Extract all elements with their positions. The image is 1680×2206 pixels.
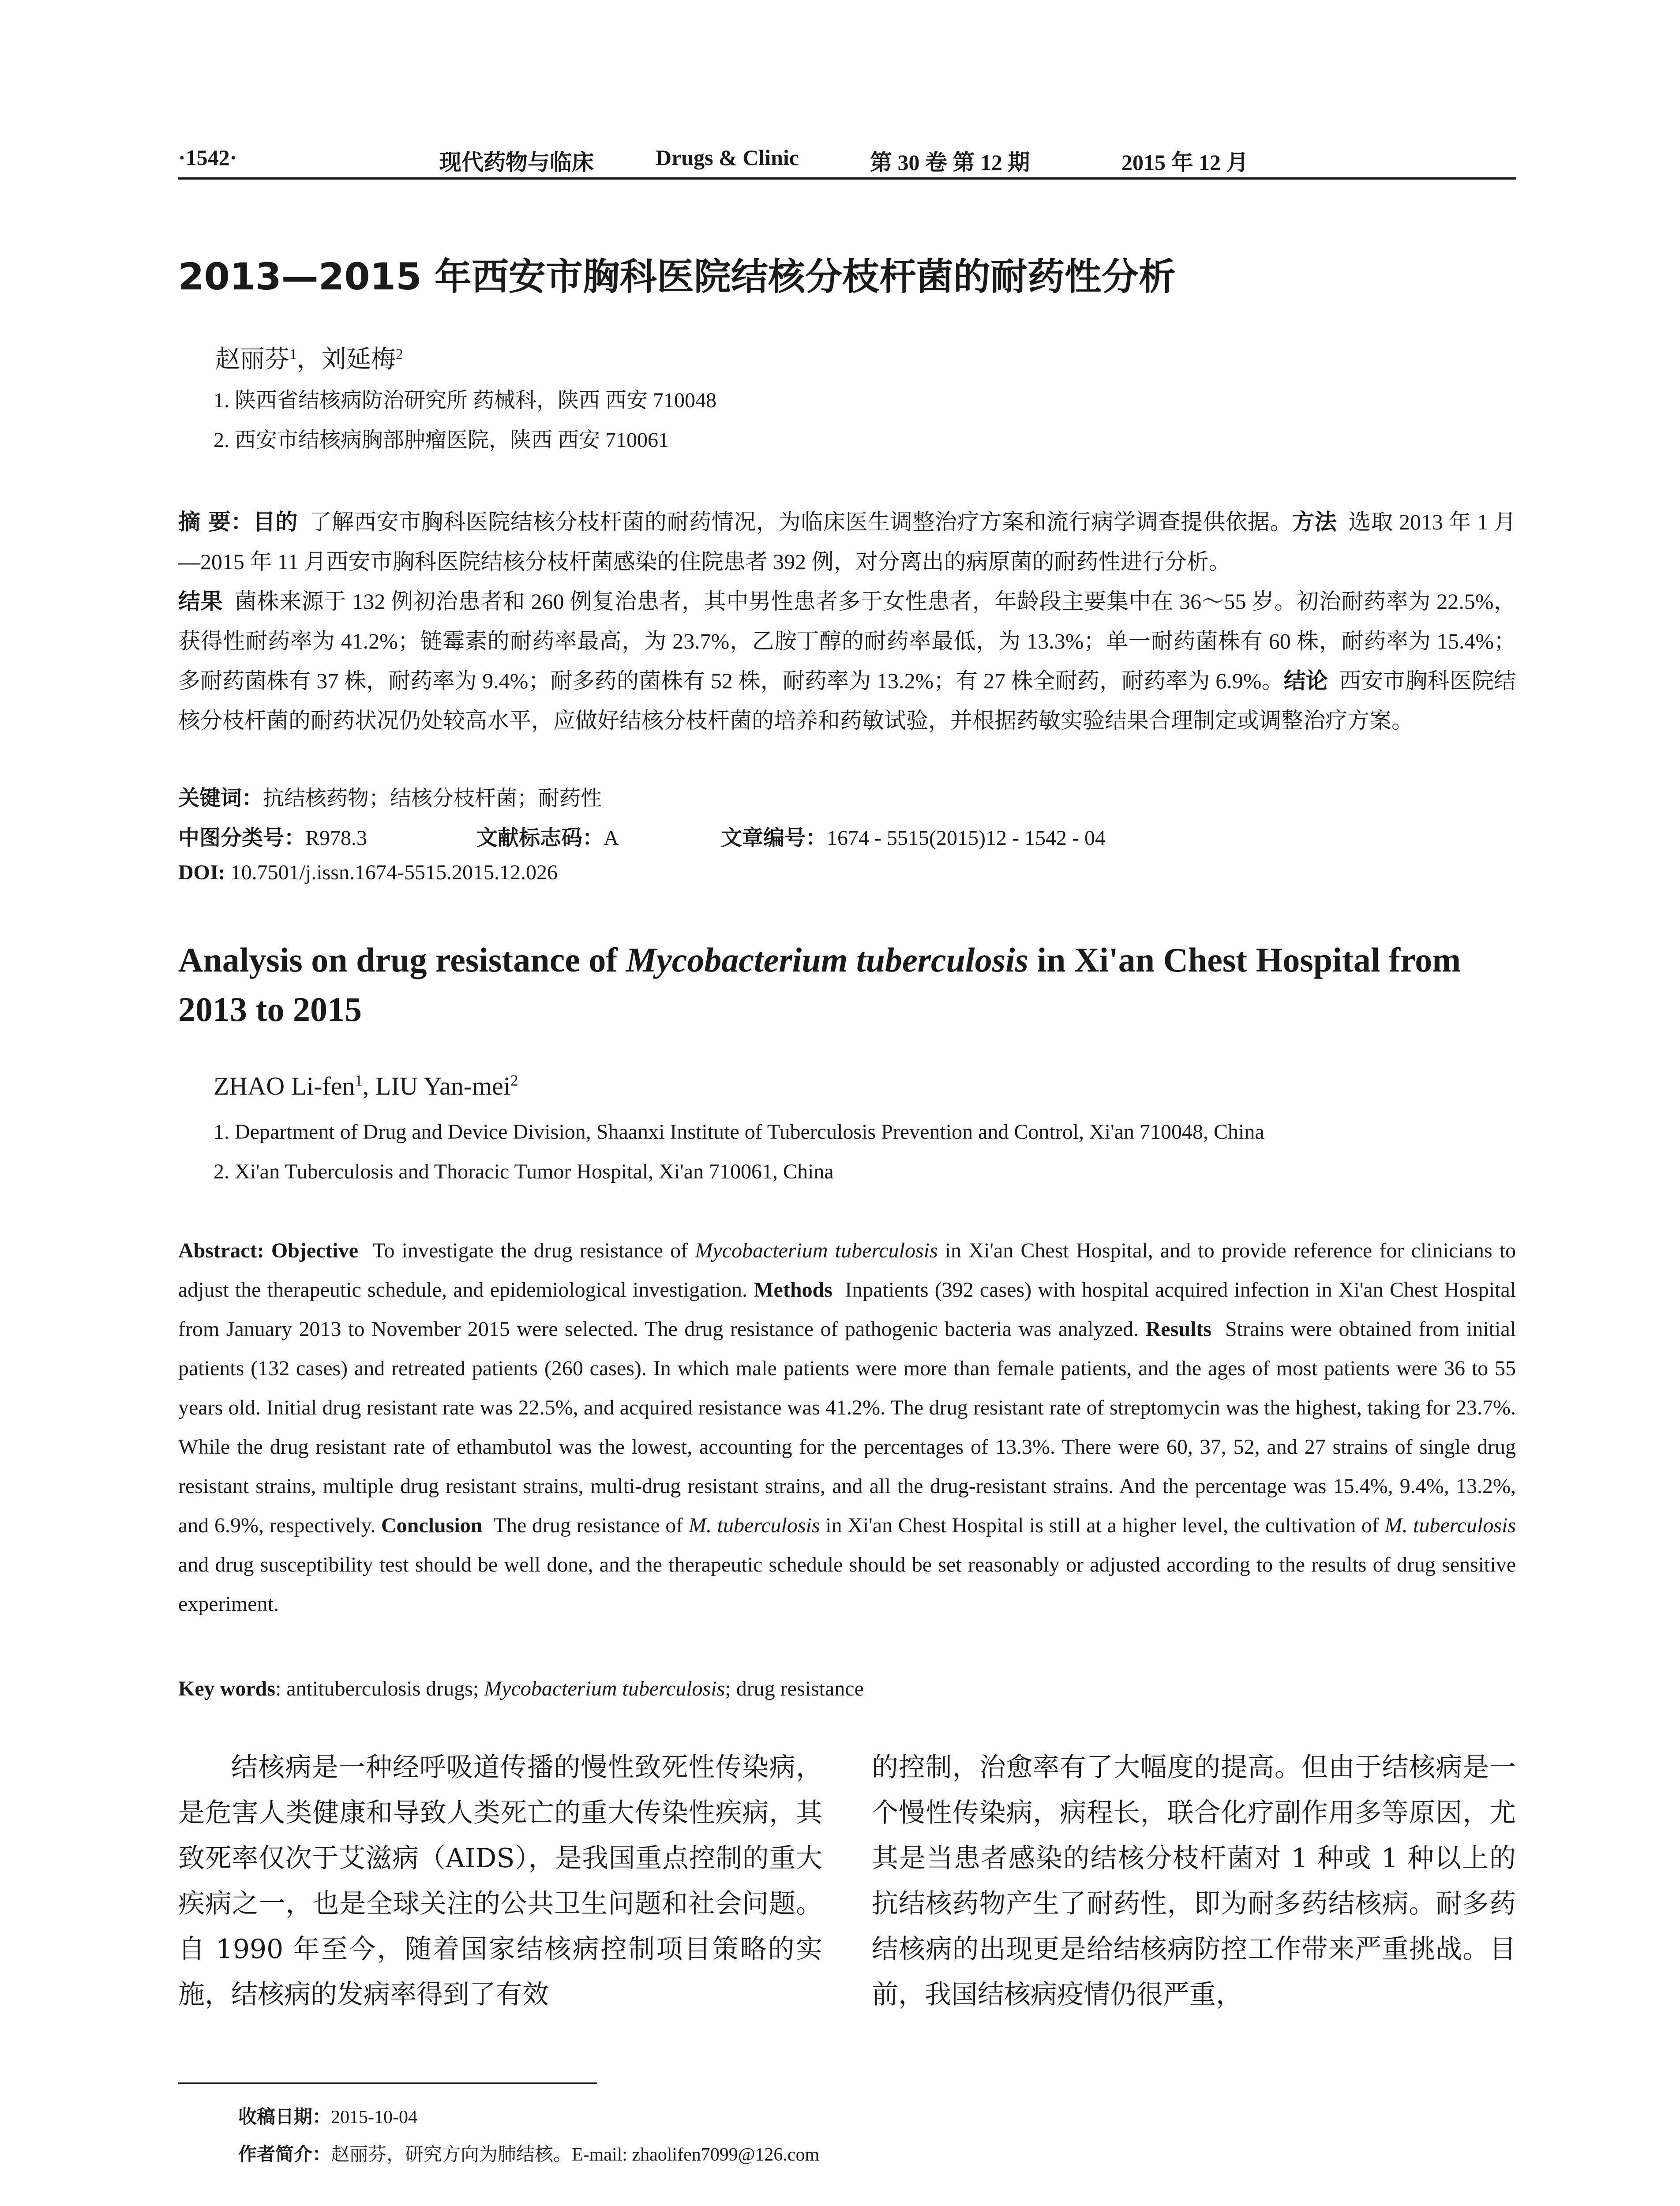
keywords-colon-en: : bbox=[275, 1677, 287, 1700]
objective-text-en-2: in Xi'an Chest Hospital, and to provide reference for clinicians to adjust the therapeutic schedule, and epidemiological investigation. bbox=[178, 1239, 1516, 1302]
methods-text-en: Inpatients (392 cases) with hospital acquired infection in Xi'an Chest Hospital from January 2013 to November 2015 were selected. The drug resistance of pathogenic bacteria was analyzed. bbox=[178, 1278, 1516, 1341]
conclusion-species-en-2: M. tuberculosis bbox=[1384, 1514, 1516, 1537]
keywords-text-cn: 抗结核药物；结核分枝杆菌；耐药性 bbox=[263, 787, 602, 810]
document-code bbox=[476, 821, 619, 851]
abstract-label-en: Abstract: bbox=[178, 1239, 264, 1262]
results-label-en: Results bbox=[1145, 1317, 1211, 1341]
header-rule bbox=[178, 177, 1516, 180]
title-en bbox=[178, 935, 1516, 1034]
keywords-cn bbox=[178, 781, 602, 811]
journal-name-cn: 现代药物与临床 bbox=[439, 150, 594, 175]
clc-number bbox=[178, 821, 367, 851]
results-text-en: Strains were obtained from initial patients (132 cases) and retreated patients (260 cases). In which male patients were more than female patients, and the ages of most patients were 36 to 55 years old. Initial drug resistant rate was 22.5%, and acquired resistance was 41.2%. The drug resistant rate of streptomycin was the highest, taking for 23.7%. While the drug resistant rate of ethambutol was the lowest, accounting for the percentages of 13.3%. There were 60, 37, 52, and 27 strains of single drug resistant strains, multiple drug resistant strains, multi-drug resistant strains, and all the drug-resistant strains. And the percentage was 15.4%, 9.4%, 13.2%, and 6.9%, respectively. bbox=[178, 1317, 1516, 1537]
author-2-affiliation-mark: 2 bbox=[395, 346, 403, 363]
conclusion-text-en-2: in Xi'an Chest Hospital is still at a higher level, the cultivation of bbox=[820, 1514, 1385, 1537]
author-bio-text: 赵丽芬，研究方向为肺结核。E-mail: zhaolifen7099@126.com bbox=[331, 2145, 820, 2165]
author-separator-en: , bbox=[362, 1072, 375, 1100]
abstract-label-cn: 摘 要： bbox=[178, 509, 253, 535]
author-1-affiliation-mark: 1 bbox=[289, 346, 297, 363]
doi bbox=[178, 860, 558, 885]
journal-name-en: Drugs & Clinic bbox=[656, 145, 799, 170]
objective-label-cn: 目的 bbox=[253, 509, 298, 535]
conclusion-text-cn: 西安市胸科医院结核分枝杆菌的耐药状况仍处较高水平，应做好结核分枝杆菌的培养和药敏试验，并根据药敏实验结果合理制定或调整治疗方案。 bbox=[178, 668, 1516, 733]
affiliation-cn-1: 1. 陕西省结核病防治研究所 药械科，陕西 西安 710048 bbox=[214, 389, 717, 412]
methods-text-cn: 选取 2013 年 1 月—2015 年 11 月西安市胸科医院结核分枝杆菌感染的住院患者 392 例，对分离出的病原菌的耐药性进行分析。 bbox=[178, 510, 1516, 574]
running-header bbox=[178, 140, 1516, 176]
footnote-author bbox=[238, 2140, 819, 2166]
author-1-name: 赵丽芬 bbox=[215, 346, 289, 373]
footnote-received bbox=[238, 2102, 417, 2129]
keyword-1-en: antituberculosis drugs; bbox=[286, 1677, 484, 1700]
article-number bbox=[721, 821, 1106, 851]
keywords-label-cn: 关键词： bbox=[178, 786, 263, 810]
received-date: 2015-10-04 bbox=[331, 2107, 417, 2127]
author-1-affiliation-mark-en: 1 bbox=[355, 1072, 363, 1089]
results-label-cn: 结果 bbox=[178, 589, 223, 614]
body-column-left: 结核病是一种经呼吸道传播的慢性致死性传染病，是危害人类健康和导致人类死亡的重大传染性疾病，其致死率仅次于艾滋病（AIDS），是我国重点控制的重大疾病之一，也是全球关注的公共卫生问题和社会问题。自 1990 年至今，随着国家结核病控制项目策略的实施，结核病的发病率得到了有效 bbox=[178, 1752, 822, 2010]
author-1-name-en: ZHAO Li-fen bbox=[214, 1072, 355, 1100]
issue-date: 2015 年 12 月 bbox=[1121, 150, 1249, 175]
conclusion-label-cn: 结论 bbox=[1283, 668, 1328, 694]
footnote-rule bbox=[178, 2082, 597, 2084]
author-2-name-en: LIU Yan-mei bbox=[375, 1072, 511, 1100]
abstract-en bbox=[178, 1231, 1516, 1624]
article-number-value: 1674 - 5515(2015)12 - 1542 - 04 bbox=[827, 826, 1106, 850]
objective-species-en: Mycobacterium tuberculosis bbox=[695, 1239, 938, 1262]
article-number-label: 文章编号： bbox=[721, 825, 827, 850]
author-separator: ， bbox=[296, 346, 322, 373]
document-code-value: A bbox=[604, 826, 619, 850]
author-2-name: 刘延梅 bbox=[321, 346, 396, 373]
page-number: ·1542· bbox=[178, 145, 237, 170]
keywords-en bbox=[178, 1677, 864, 1701]
conclusion-text-en-1: The drug resistance of bbox=[493, 1514, 689, 1537]
received-label: 收稿日期： bbox=[238, 2106, 331, 2127]
title-en-species: Mycobacterium tuberculosis bbox=[626, 941, 1028, 979]
authors-en bbox=[214, 1071, 518, 1101]
methods-label-en: Methods bbox=[754, 1278, 832, 1302]
title-en-part-2: in Xi'an Chest Hospital from 2013 to 2015 bbox=[178, 941, 1461, 1028]
author-2-affiliation-mark-en: 2 bbox=[510, 1072, 518, 1089]
results-text-cn: 菌株来源于 132 例初治患者和 260 例复治患者，其中男性患者多于女性患者，年龄段主要集中在 36～55 岁。初治耐药率为 22.5%，获得性耐药率为 41.2%；链霉素的耐药率最高，为 23.7%，乙胺丁醇的耐药率最低，为 13.3%；单一耐药菌株有 60 株，耐药率为 15.4%；多耐药菌株有 37 株，耐药率为 9.4%；耐多药的菌株有 52 株，耐药率为 13.2%；有 27 株全耐药，耐药率为 6.9%。 bbox=[178, 589, 1516, 693]
conclusion-text-en-3: and drug susceptibility test should be well done, and the therapeutic schedule should be set reasonably or adjusted according to the results of drug sensitive experiment. bbox=[178, 1553, 1516, 1616]
document-code-label: 文献标志码： bbox=[476, 825, 604, 850]
affiliation-cn-2: 2. 西安市结核病胸部肿瘤医院，陕西 西安 710061 bbox=[214, 428, 669, 452]
author-bio-label: 作者简介： bbox=[238, 2143, 331, 2165]
volume-issue: 第 30 卷 第 12 期 bbox=[870, 150, 1030, 175]
classification-row bbox=[178, 821, 1516, 852]
doi-label: DOI: bbox=[178, 861, 225, 884]
authors-cn bbox=[215, 340, 403, 375]
doi-value[interactable]: 10.7501/j.issn.1674-5515.2015.12.026 bbox=[230, 861, 558, 884]
affiliation-en-2: 2. Xi'an Tuberculosis and Thoracic Tumor Hospital, Xi'an 710061, China bbox=[214, 1160, 834, 1183]
conclusion-label-en: Conclusion bbox=[381, 1514, 483, 1537]
keyword-3-en: ; drug resistance bbox=[725, 1677, 864, 1700]
abstract-cn bbox=[178, 502, 1516, 740]
keywords-label-en: Key words bbox=[178, 1677, 275, 1700]
title-en-part-1: Analysis on drug resistance of bbox=[178, 941, 626, 979]
objective-label-en: Objective bbox=[271, 1239, 359, 1262]
keyword-2-en: Mycobacterium tuberculosis bbox=[484, 1677, 725, 1700]
conclusion-species-en-1: M. tuberculosis bbox=[689, 1514, 820, 1537]
objective-text-en-1: To investigate the drug resistance of bbox=[372, 1239, 695, 1262]
affiliation-en-1: 1. Department of Drug and Device Division, Shaanxi Institute of Tuberculosis Prevention and Control, Xi'an 710048, China bbox=[214, 1120, 1264, 1144]
clc-value: R978.3 bbox=[305, 826, 368, 850]
methods-label-cn: 方法 bbox=[1292, 509, 1337, 535]
title-cn: 2013—2015 年西安市胸科医院结核分枝杆菌的耐药性分析 bbox=[178, 255, 1176, 298]
objective-text-cn: 了解西安市胸科医院结核分枝杆菌的耐药情况，为临床医生调整治疗方案和流行病学调查提供依据。 bbox=[309, 510, 1293, 534]
body-column-right: 的控制，治愈率有了大幅度的提高。但由于结核病是一个慢性传染病，病程长，联合化疗副作用多等原因，尤其是当患者感染的结核分枝杆菌对 1 种或 1 种以上的抗结核药物产生了耐药性，即为耐多药结核病。耐多药结核病的出现更是给结核病防控工作带来严重挑战。目前，我国结核病疫情仍很严重， bbox=[872, 1752, 1516, 2010]
clc-label: 中图分类号： bbox=[178, 825, 306, 850]
